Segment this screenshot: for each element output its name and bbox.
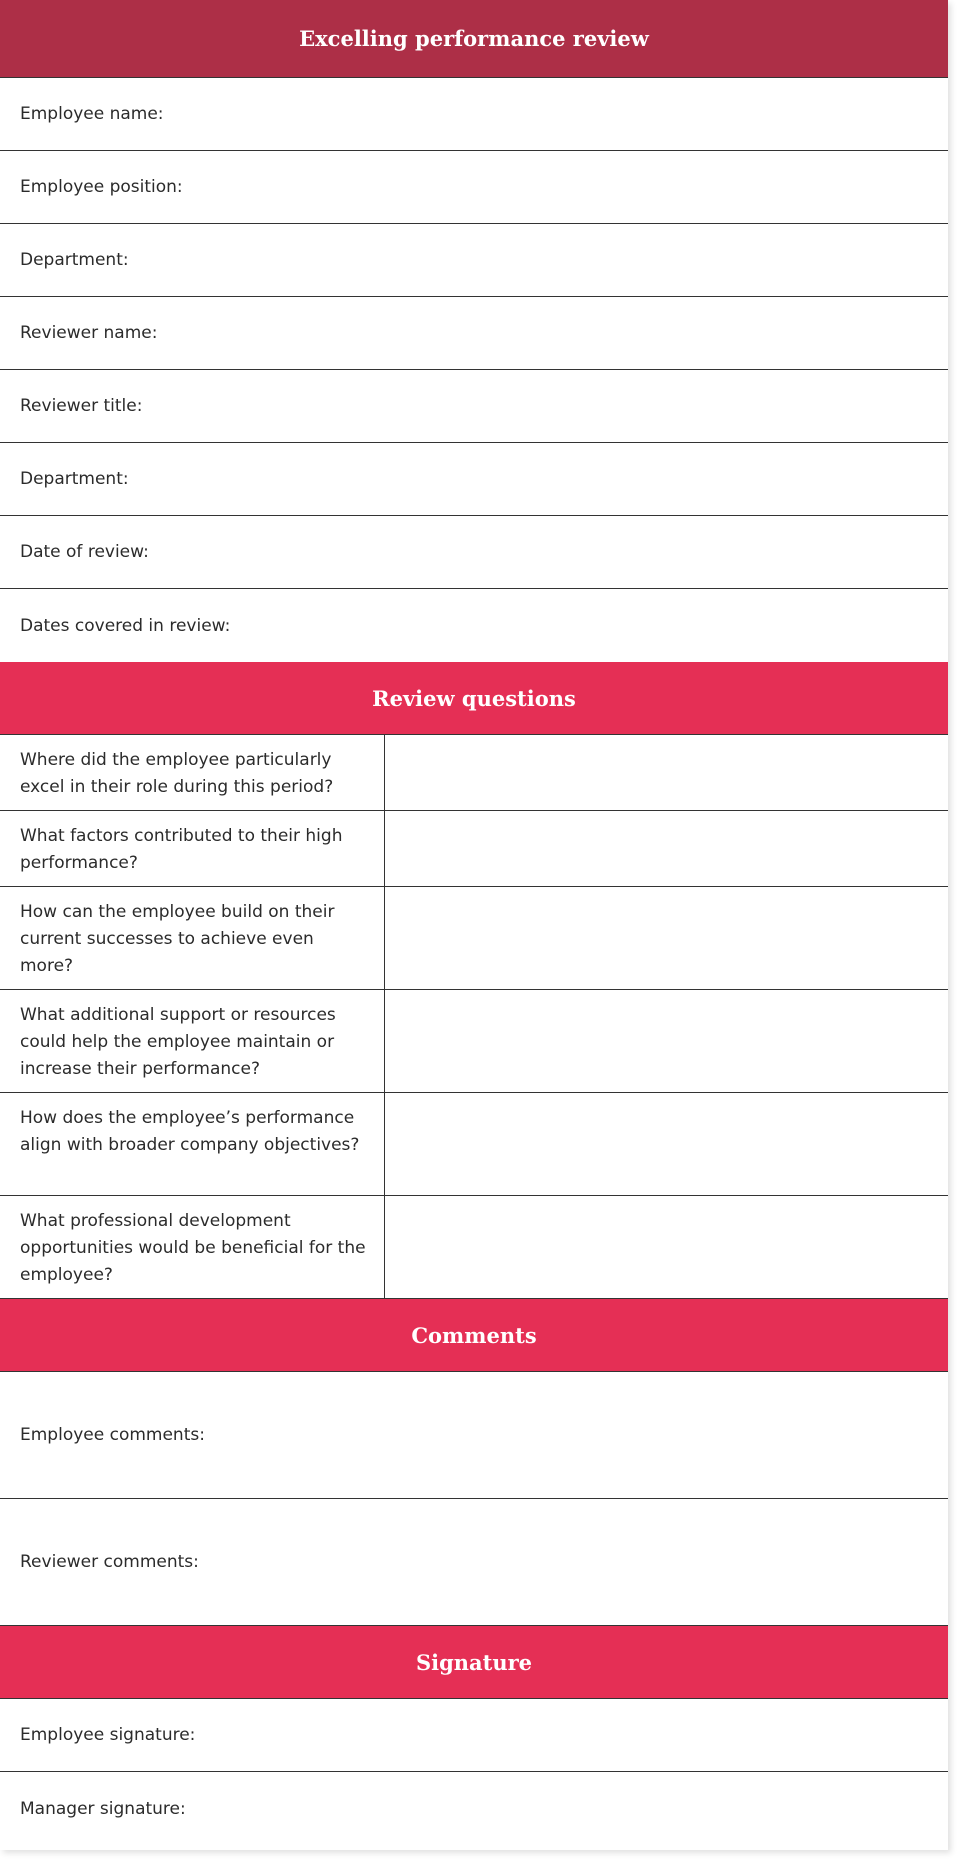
answer-cell[interactable] (385, 990, 948, 1092)
reviewer-department-field[interactable] (0, 443, 948, 516)
field-label: Dates covered in review: (20, 615, 231, 636)
department-field[interactable] (0, 224, 948, 297)
field-label: Department: (20, 250, 129, 270)
comments-heading: Comments (0, 1299, 948, 1372)
field-label: Reviewer title: (20, 396, 143, 416)
question-text: What factors contributed to their high performance? (0, 811, 385, 886)
answer-cell[interactable] (385, 1093, 948, 1195)
employee-signature-field[interactable] (0, 1699, 948, 1772)
question-row (0, 1196, 948, 1299)
review-questions-heading: Review questions (0, 662, 948, 735)
dates-covered-field[interactable] (0, 589, 948, 662)
reviewer-title-field[interactable] (0, 370, 948, 443)
answer-cell[interactable] (385, 1196, 948, 1298)
field-label: Employee name: (20, 104, 164, 124)
employee-name-field[interactable] (0, 78, 948, 151)
reviewer-comments-field[interactable] (0, 1499, 948, 1626)
field-label: Employee position: (20, 177, 183, 197)
answer-cell[interactable] (385, 735, 948, 810)
question-row (0, 990, 948, 1093)
signature-heading: Signature (0, 1626, 948, 1699)
manager-signature-field[interactable] (0, 1772, 948, 1845)
question-text: How does the employee’s performance align with broader company objectives? (0, 1093, 385, 1195)
question-text: Where did the employee particularly excel in their role during this period? (0, 735, 385, 810)
field-label: Department: (20, 469, 129, 489)
question-row (0, 1093, 948, 1196)
question-text: How can the employee build on their current successes to achieve even more? (0, 887, 385, 989)
field-label: Date of review: (20, 542, 149, 562)
question-row (0, 735, 948, 811)
question-row (0, 887, 948, 990)
field-label: Employee signature: (20, 1725, 196, 1745)
field-label: Reviewer name: (20, 323, 158, 343)
answer-cell[interactable] (385, 811, 948, 886)
answer-cell[interactable] (385, 887, 948, 989)
question-text: What professional development opportunities would be beneficial for the employee? (0, 1196, 385, 1298)
question-row (0, 811, 948, 887)
employee-comments-field[interactable] (0, 1372, 948, 1499)
employee-position-field[interactable] (0, 151, 948, 224)
field-label: Employee comments: (20, 1425, 205, 1445)
form-title: Excelling performance review (0, 0, 948, 78)
date-of-review-field[interactable] (0, 516, 948, 589)
field-label: Manager signature: (20, 1798, 186, 1819)
reviewer-name-field[interactable] (0, 297, 948, 370)
field-label: Reviewer comments: (20, 1552, 199, 1572)
question-text: What additional support or resources could help the employee maintain or increase their performance? (0, 990, 385, 1092)
